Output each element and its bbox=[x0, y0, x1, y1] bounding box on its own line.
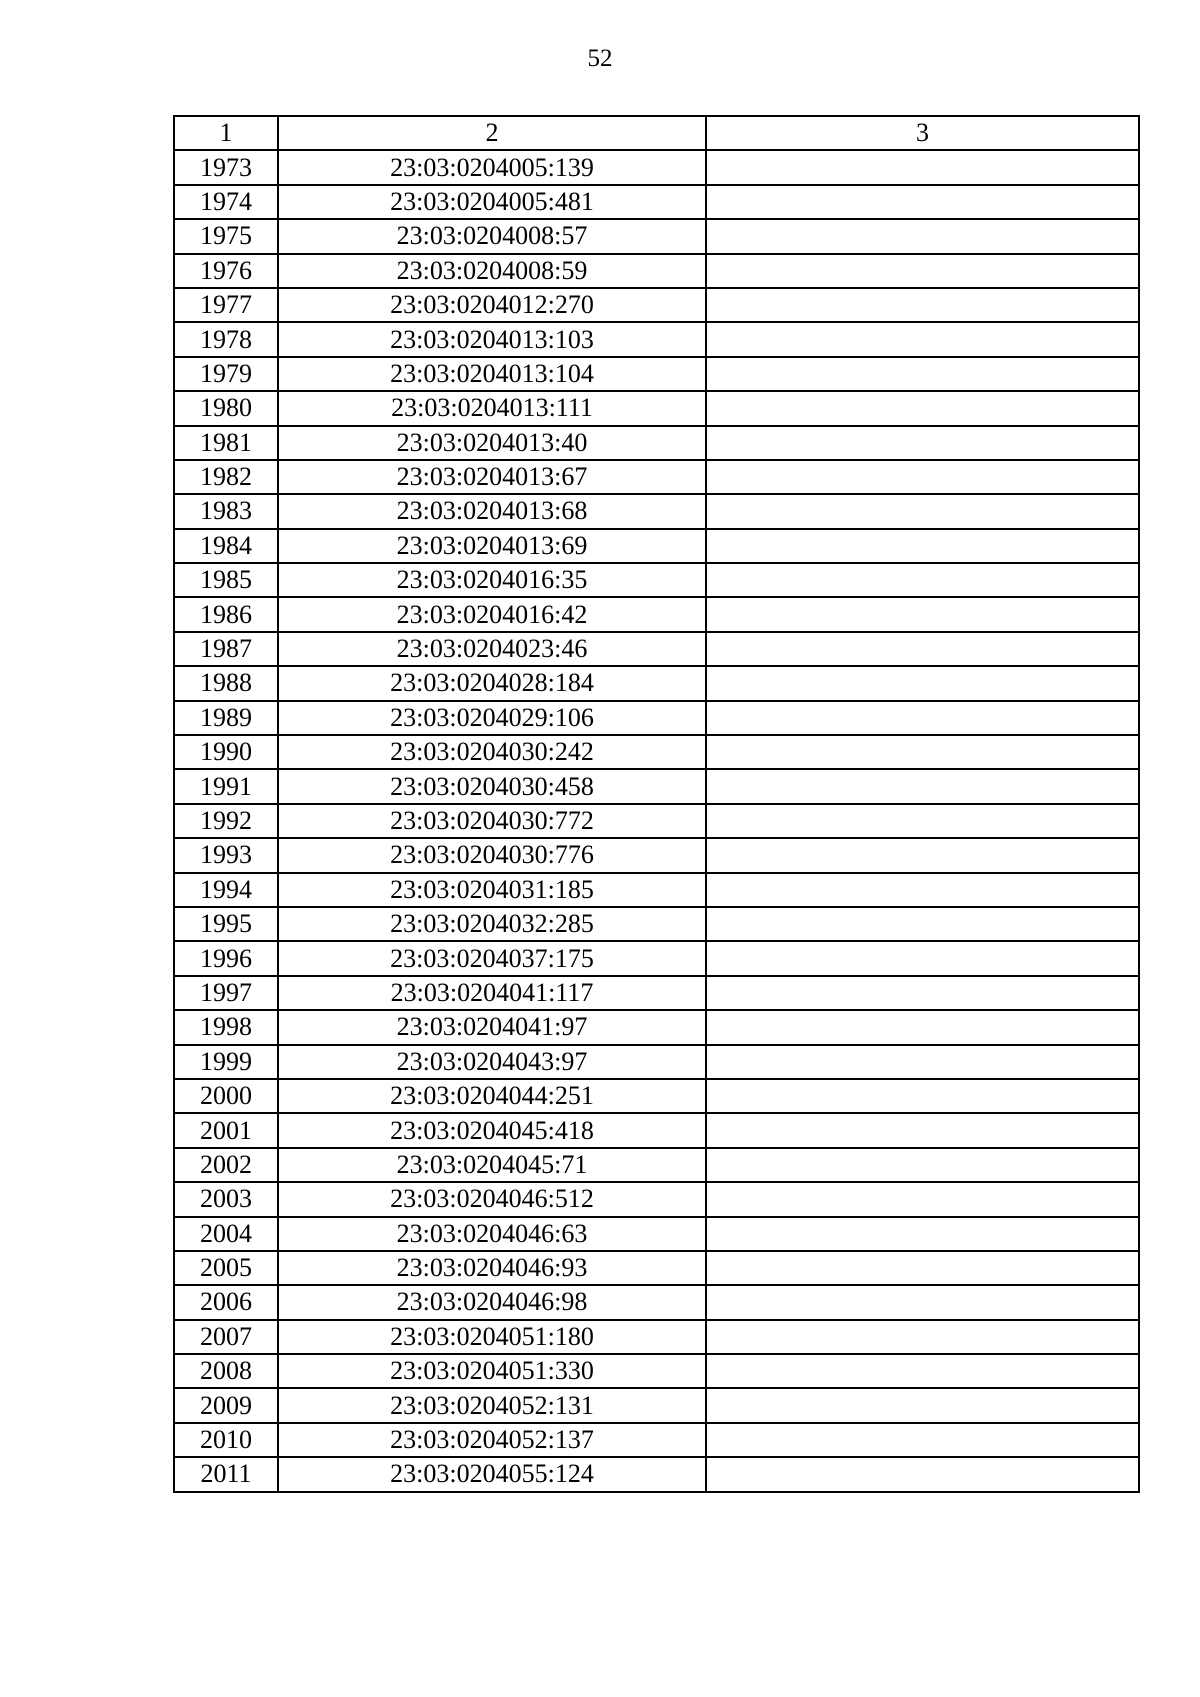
row-number-cell: 1982 bbox=[174, 460, 278, 494]
row-number-cell: 2001 bbox=[174, 1113, 278, 1147]
row-number-cell: 1992 bbox=[174, 804, 278, 838]
cadastral-number-cell: 23:03:0204041:97 bbox=[278, 1010, 706, 1044]
cadastral-number-cell: 23:03:0204005:481 bbox=[278, 185, 706, 219]
table-row bbox=[174, 529, 1139, 563]
row-number-cell: 1975 bbox=[174, 219, 278, 253]
cadastral-number-cell: 23:03:0204055:124 bbox=[278, 1457, 706, 1491]
cadastral-number-cell: 23:03:0204041:117 bbox=[278, 976, 706, 1010]
row-number-cell: 1984 bbox=[174, 529, 278, 563]
notes-cell bbox=[706, 1079, 1139, 1113]
notes-cell bbox=[706, 254, 1139, 288]
row-number-cell: 1990 bbox=[174, 735, 278, 769]
cadastral-number-cell: 23:03:0204013:69 bbox=[278, 529, 706, 563]
cadastral-number-cell: 23:03:0204030:772 bbox=[278, 804, 706, 838]
row-number-cell: 1988 bbox=[174, 666, 278, 700]
notes-cell bbox=[706, 735, 1139, 769]
notes-cell bbox=[706, 1285, 1139, 1319]
table-row bbox=[174, 219, 1139, 253]
table-row bbox=[174, 838, 1139, 872]
notes-cell bbox=[706, 941, 1139, 975]
table-row bbox=[174, 1217, 1139, 1251]
notes-cell bbox=[706, 1354, 1139, 1388]
notes-cell bbox=[706, 838, 1139, 872]
row-number-cell: 1991 bbox=[174, 769, 278, 803]
notes-cell bbox=[706, 1045, 1139, 1079]
row-number-cell: 2004 bbox=[174, 1217, 278, 1251]
notes-cell bbox=[706, 185, 1139, 219]
table-row bbox=[174, 1148, 1139, 1182]
row-number-cell: 1974 bbox=[174, 185, 278, 219]
notes-cell bbox=[706, 1113, 1139, 1147]
table-row bbox=[174, 1079, 1139, 1113]
table-header-row bbox=[174, 116, 1139, 150]
row-number-cell: 1979 bbox=[174, 357, 278, 391]
cadastral-number-cell: 23:03:0204023:46 bbox=[278, 632, 706, 666]
row-number-cell: 1980 bbox=[174, 391, 278, 425]
cadastral-number-cell: 23:03:0204013:68 bbox=[278, 494, 706, 528]
notes-cell bbox=[706, 1182, 1139, 1216]
table-row bbox=[174, 666, 1139, 700]
notes-cell bbox=[706, 1457, 1139, 1491]
cadastral-number-cell: 23:03:0204016:35 bbox=[278, 563, 706, 597]
cadastral-table bbox=[173, 115, 1140, 1493]
cadastral-number-cell: 23:03:0204046:63 bbox=[278, 1217, 706, 1251]
cadastral-number-cell: 23:03:0204008:57 bbox=[278, 219, 706, 253]
cadastral-number-cell: 23:03:0204037:175 bbox=[278, 941, 706, 975]
row-number-cell: 1973 bbox=[174, 150, 278, 184]
notes-cell bbox=[706, 150, 1139, 184]
cadastral-number-cell: 23:03:0204013:40 bbox=[278, 426, 706, 460]
notes-cell bbox=[706, 873, 1139, 907]
table-row bbox=[174, 254, 1139, 288]
page-number: 52 bbox=[587, 45, 613, 72]
row-number-cell: 2003 bbox=[174, 1182, 278, 1216]
cadastral-number-cell: 23:03:0204016:42 bbox=[278, 597, 706, 631]
table-row bbox=[174, 1182, 1139, 1216]
row-number-cell: 1976 bbox=[174, 254, 278, 288]
cadastral-number-cell: 23:03:0204013:67 bbox=[278, 460, 706, 494]
notes-cell bbox=[706, 701, 1139, 735]
cadastral-number-cell: 23:03:0204046:512 bbox=[278, 1182, 706, 1216]
cadastral-number-cell: 23:03:0204013:103 bbox=[278, 322, 706, 356]
table-row bbox=[174, 735, 1139, 769]
notes-cell bbox=[706, 907, 1139, 941]
notes-cell bbox=[706, 1148, 1139, 1182]
notes-cell bbox=[706, 460, 1139, 494]
cadastral-number-cell: 23:03:0204044:251 bbox=[278, 1079, 706, 1113]
notes-cell bbox=[706, 219, 1139, 253]
cadastral-number-cell: 23:03:0204029:106 bbox=[278, 701, 706, 735]
cadastral-number-cell: 23:03:0204013:111 bbox=[278, 391, 706, 425]
table-row bbox=[174, 150, 1139, 184]
table-row bbox=[174, 701, 1139, 735]
row-number-cell: 1994 bbox=[174, 873, 278, 907]
notes-cell bbox=[706, 391, 1139, 425]
table-row bbox=[174, 1045, 1139, 1079]
table-row bbox=[174, 1285, 1139, 1319]
row-number-cell: 1996 bbox=[174, 941, 278, 975]
cadastral-number-cell: 23:03:0204051:330 bbox=[278, 1354, 706, 1388]
row-number-cell: 1999 bbox=[174, 1045, 278, 1079]
cadastral-number-cell: 23:03:0204008:59 bbox=[278, 254, 706, 288]
cadastral-number-cell: 23:03:0204013:104 bbox=[278, 357, 706, 391]
table-row bbox=[174, 288, 1139, 322]
cadastral-number-cell: 23:03:0204045:418 bbox=[278, 1113, 706, 1147]
table-row bbox=[174, 1113, 1139, 1147]
table-row bbox=[174, 322, 1139, 356]
notes-cell bbox=[706, 1320, 1139, 1354]
table-row bbox=[174, 1457, 1139, 1491]
notes-cell bbox=[706, 1251, 1139, 1285]
row-number-cell: 2009 bbox=[174, 1388, 278, 1422]
row-number-cell: 1983 bbox=[174, 494, 278, 528]
row-number-cell: 2000 bbox=[174, 1079, 278, 1113]
table-row bbox=[174, 494, 1139, 528]
table-row bbox=[174, 769, 1139, 803]
row-number-cell: 1989 bbox=[174, 701, 278, 735]
table-row bbox=[174, 563, 1139, 597]
notes-cell bbox=[706, 769, 1139, 803]
cadastral-number-cell: 23:03:0204043:97 bbox=[278, 1045, 706, 1079]
cadastral-number-cell: 23:03:0204030:776 bbox=[278, 838, 706, 872]
table-row bbox=[174, 426, 1139, 460]
table-row bbox=[174, 597, 1139, 631]
cadastral-number-cell: 23:03:0204005:139 bbox=[278, 150, 706, 184]
notes-cell bbox=[706, 529, 1139, 563]
notes-cell bbox=[706, 494, 1139, 528]
row-number-cell: 1993 bbox=[174, 838, 278, 872]
table-row bbox=[174, 185, 1139, 219]
cadastral-number-cell: 23:03:0204032:285 bbox=[278, 907, 706, 941]
row-number-cell: 1985 bbox=[174, 563, 278, 597]
notes-cell bbox=[706, 632, 1139, 666]
cadastral-number-cell: 23:03:0204030:242 bbox=[278, 735, 706, 769]
row-number-cell: 2002 bbox=[174, 1148, 278, 1182]
row-number-cell: 1998 bbox=[174, 1010, 278, 1044]
notes-cell bbox=[706, 426, 1139, 460]
row-number-cell: 1978 bbox=[174, 322, 278, 356]
row-number-cell: 1987 bbox=[174, 632, 278, 666]
notes-cell bbox=[706, 666, 1139, 700]
row-number-cell: 2007 bbox=[174, 1320, 278, 1354]
table-row bbox=[174, 1388, 1139, 1422]
notes-cell bbox=[706, 976, 1139, 1010]
table-row bbox=[174, 460, 1139, 494]
row-number-cell: 1995 bbox=[174, 907, 278, 941]
header-cell-3: 3 bbox=[706, 116, 1139, 150]
notes-cell bbox=[706, 1423, 1139, 1457]
header-cell-2: 2 bbox=[278, 116, 706, 150]
cadastral-number-cell: 23:03:0204031:185 bbox=[278, 873, 706, 907]
cadastral-number-cell: 23:03:0204046:98 bbox=[278, 1285, 706, 1319]
notes-cell bbox=[706, 597, 1139, 631]
row-number-cell: 1997 bbox=[174, 976, 278, 1010]
table-row bbox=[174, 391, 1139, 425]
row-number-cell: 2006 bbox=[174, 1285, 278, 1319]
row-number-cell: 2005 bbox=[174, 1251, 278, 1285]
table-row bbox=[174, 632, 1139, 666]
cadastral-number-cell: 23:03:0204052:131 bbox=[278, 1388, 706, 1422]
notes-cell bbox=[706, 1010, 1139, 1044]
table-row bbox=[174, 1010, 1139, 1044]
row-number-cell: 2011 bbox=[174, 1457, 278, 1491]
row-number-cell: 1977 bbox=[174, 288, 278, 322]
table-row bbox=[174, 976, 1139, 1010]
notes-cell bbox=[706, 804, 1139, 838]
notes-cell bbox=[706, 1388, 1139, 1422]
notes-cell bbox=[706, 563, 1139, 597]
row-number-cell: 1986 bbox=[174, 597, 278, 631]
cadastral-number-cell: 23:03:0204052:137 bbox=[278, 1423, 706, 1457]
table-row bbox=[174, 1320, 1139, 1354]
row-number-cell: 1981 bbox=[174, 426, 278, 460]
table-row bbox=[174, 1423, 1139, 1457]
cadastral-number-cell: 23:03:0204046:93 bbox=[278, 1251, 706, 1285]
table-row bbox=[174, 873, 1139, 907]
notes-cell bbox=[706, 322, 1139, 356]
header-cell-1: 1 bbox=[174, 116, 278, 150]
table-row bbox=[174, 357, 1139, 391]
table-row bbox=[174, 1354, 1139, 1388]
cadastral-number-cell: 23:03:0204028:184 bbox=[278, 666, 706, 700]
notes-cell bbox=[706, 357, 1139, 391]
table-row bbox=[174, 804, 1139, 838]
table-row bbox=[174, 941, 1139, 975]
cadastral-number-cell: 23:03:0204051:180 bbox=[278, 1320, 706, 1354]
notes-cell bbox=[706, 288, 1139, 322]
cadastral-number-cell: 23:03:0204045:71 bbox=[278, 1148, 706, 1182]
cadastral-number-cell: 23:03:0204030:458 bbox=[278, 769, 706, 803]
cadastral-number-cell: 23:03:0204012:270 bbox=[278, 288, 706, 322]
table-row bbox=[174, 907, 1139, 941]
row-number-cell: 2010 bbox=[174, 1423, 278, 1457]
table-row bbox=[174, 1251, 1139, 1285]
notes-cell bbox=[706, 1217, 1139, 1251]
row-number-cell: 2008 bbox=[174, 1354, 278, 1388]
